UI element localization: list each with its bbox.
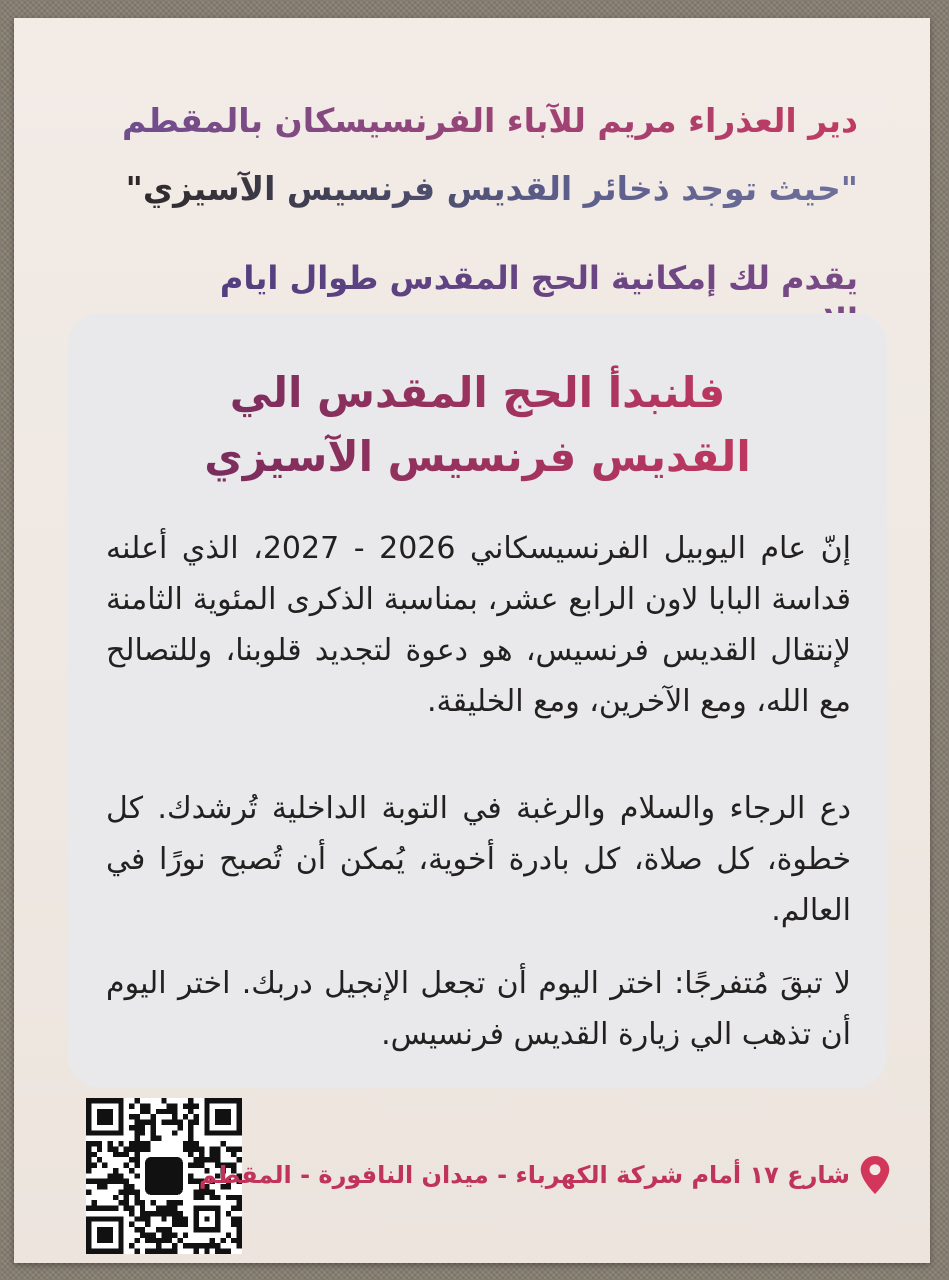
paragraph-jubilee: إنّ عام اليوبيل الفرنسيسكاني 2026 - 2027، الذي أعلنه قداسة البابا لاون الرابع عشر، بمناسبة الذكرى المئوية الثامنة لإنتقال القديس فرنسيس، هو دعوة لتجديد قلوبنا، وللتصالح مع الله، ومع الآخرين، ومع الخليقة. (106, 531, 852, 719)
paragraph-invitation: لا تبقَ مُتفرجًا: اختر اليوم أن تجعل الإنجيل دربك. اختر اليوم أن تذهب الي زيارة القديس فرنسيس. (106, 966, 851, 1052)
panel-title-line1: فلنبدأ الحج المقدس الي (229, 368, 726, 417)
panel-title (118, 361, 837, 489)
relics-tagline: "حيث توجد ذخائر القديس فرنسيس الآسيزي" (98, 168, 858, 211)
content-panel (68, 313, 887, 1088)
flyer-card (14, 18, 930, 1263)
paragraph-hope: دع الرجاء والسلام والرغبة في التوبة الداخلية تُرشدك. كل خطوة، كل صلاة، كل بادرة أخوية، يُمكن أن تُصبح نورًا في العالم. (106, 791, 851, 928)
address-row (199, 1156, 890, 1194)
panel-title-line2: القديس فرنسيس الآسيزي (204, 432, 751, 481)
monastery-name: دير العذراء مريم للآباء الفرنسيسكان بالمقطم (98, 100, 858, 143)
location-pin-icon (860, 1156, 890, 1194)
address-text: شارع ١٧ أمام شركة الكهرباء - ميدان النافورة - المقطم (198, 1161, 850, 1189)
pilgrimage-offer: يقدم لك إمكانية الحج المقدس طوال ايام (98, 258, 858, 341)
